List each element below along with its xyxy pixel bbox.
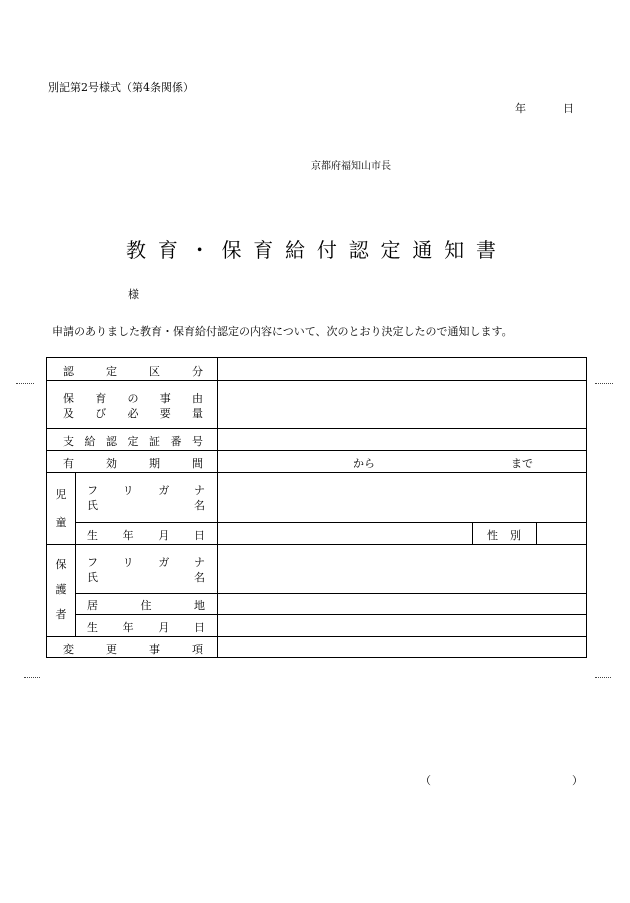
date-year-label: 年 [515, 102, 526, 115]
value-kyojuchi[interactable] [218, 594, 586, 614]
title-char: 書 [475, 238, 496, 262]
label-seibetsu: 性 別 [487, 529, 521, 542]
value-nintei-kubun[interactable] [218, 359, 586, 380]
label-yuko-kikan: 有 効 期 間 [63, 457, 203, 470]
intro-text: 申請のありました教育・保育給付認定の内容について、次のとおり決定したので通知します。 [52, 325, 513, 338]
label-jido-furigana: フ リ ガ ナ [87, 484, 205, 497]
label-nintei-kubun: 認 定 区 分 [63, 365, 203, 378]
label-jiyu-line2: 及 び 必 要 量 [63, 407, 203, 420]
value-jido-birthdate[interactable] [218, 523, 472, 544]
title-char: 知 [444, 238, 465, 262]
label-hogosha: 保 護 者 [55, 558, 67, 621]
issuer-name: 京都府福知山市長 [311, 161, 391, 172]
footer-paren-open: （ [420, 774, 431, 787]
document-title [126, 234, 496, 263]
title-char: 育 [157, 238, 178, 262]
addressee-honorific: 様 [128, 288, 139, 301]
label-jido-seinengappi: 生 年 月 日 [87, 529, 205, 542]
value-hogosha-birthdate[interactable] [218, 615, 586, 636]
label-kyojuchi: 居 住 地 [87, 599, 205, 612]
label-hogosha-shimei: 氏 名 [87, 571, 205, 584]
value-henko-jiko[interactable] [218, 637, 586, 657]
label-henko-jiko: 変 更 事 項 [63, 643, 203, 656]
value-seibetsu[interactable] [537, 523, 586, 544]
label-hogosha-seinengappi: 生 年 月 日 [87, 621, 205, 634]
title-char: 教 [126, 238, 146, 262]
value-shokyu-bango[interactable] [218, 429, 586, 450]
title-char: 定 [380, 238, 401, 262]
fold-mark-left-lower [24, 677, 40, 678]
title-char: 保 [221, 238, 242, 262]
value-hogosha-name[interactable] [218, 545, 586, 593]
form-number: 別記第2号様式（第4条関係） [48, 81, 194, 94]
label-jido-shimei: 氏 名 [87, 499, 205, 512]
title-char: 通 [412, 238, 433, 262]
fold-mark-right-lower [595, 677, 611, 678]
title-char: 認 [348, 238, 369, 262]
fold-mark-right-upper [595, 383, 613, 384]
value-jido-name[interactable] [218, 473, 586, 522]
title-char: ・ [189, 238, 210, 262]
label-jiyu-line1: 保 育 の 事 由 [63, 392, 203, 405]
title-char: 付 [316, 238, 337, 262]
label-shokyu-bango: 支 給 認 定 証 番 号 [63, 435, 203, 448]
title-char: 育 [253, 238, 274, 262]
certification-table [46, 357, 587, 658]
value-jiyu[interactable] [218, 381, 586, 428]
kikan-made: まで [511, 457, 533, 470]
kikan-kara: から [353, 457, 375, 470]
label-jido: 児 童 [55, 488, 67, 529]
footer-paren-close: ） [572, 774, 583, 787]
fold-mark-left-upper [16, 383, 34, 384]
title-char: 給 [285, 238, 306, 262]
label-hogosha-furigana: フ リ ガ ナ [87, 556, 205, 569]
date-day-label: 日 [563, 102, 574, 115]
